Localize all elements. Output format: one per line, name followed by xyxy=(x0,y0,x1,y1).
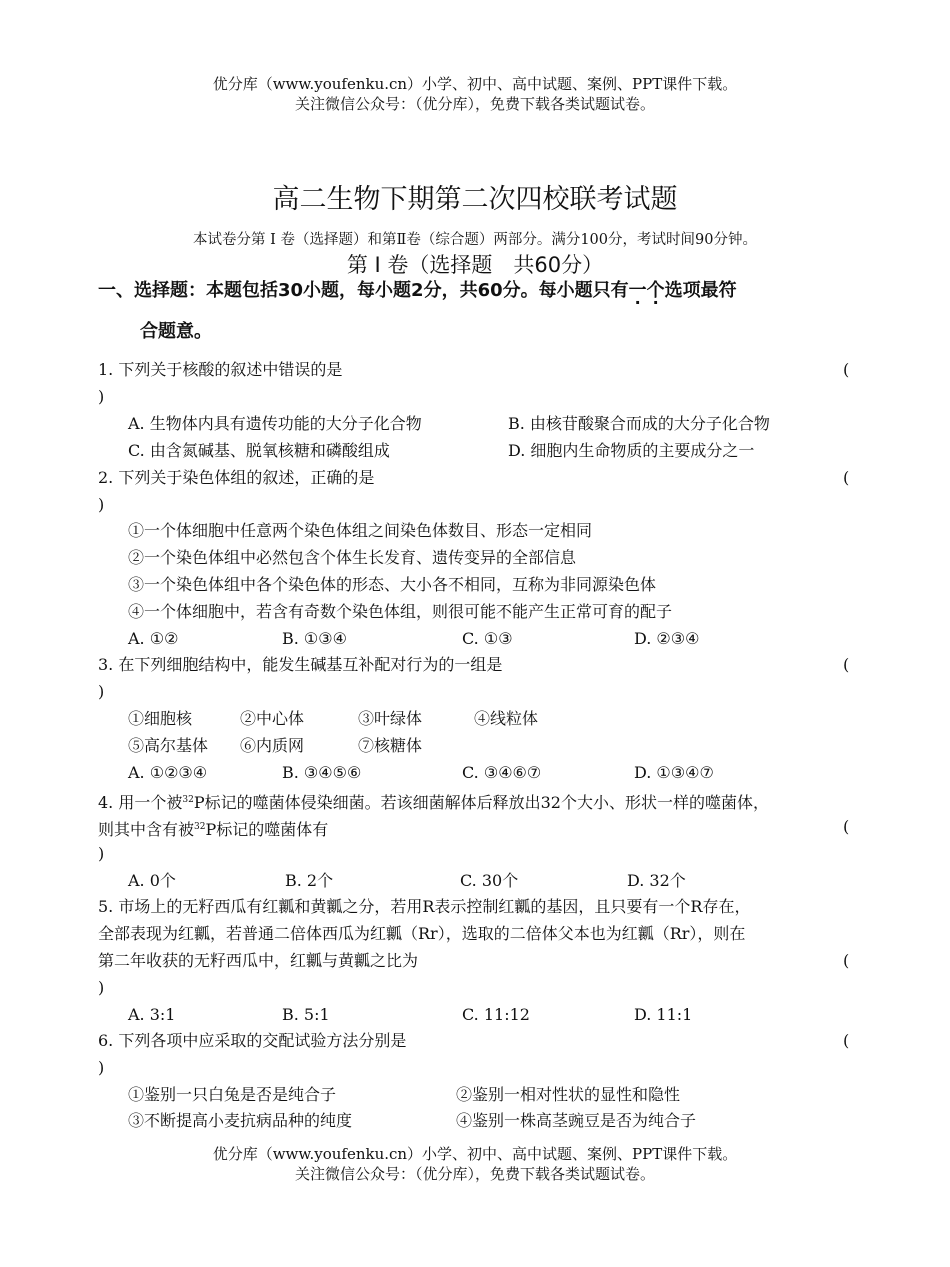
part-one-text-pre: 一、选择题：本题包括30小题，每小题2分，共60分。每小题只有 xyxy=(98,280,629,301)
part-one-instruction-cont: 合题意。 xyxy=(140,321,212,342)
question-4-option-b: B. 2个 xyxy=(285,871,334,890)
footer-line-1: 优分库（www.youfenku.cn）小学、初中、高中试题、案例、PPT课件下载。 xyxy=(212,1145,738,1163)
question-5-line-3: 第二年收获的无籽西瓜中，红瓤与黄瓤之比为 xyxy=(98,951,419,970)
question-1-option-b: B. 由核苷酸聚合而成的大分子化合物 xyxy=(508,414,770,433)
question-5-option-d: D. 11:1 xyxy=(634,1005,693,1024)
question-4-stem xyxy=(98,790,769,813)
question-3-paren-open: ( xyxy=(843,655,850,674)
part-one-text-post: 选项最符 xyxy=(664,280,737,301)
question-4-stem2-b: P标记的噬菌体有 xyxy=(205,820,329,839)
question-5-line-2: 全部表现为红瓤，若普通二倍体西瓜为红瓤（Rr），选取的二倍体父本也为红瓤（Rr），则在 xyxy=(98,924,746,943)
question-4-option-a: A. 0个 xyxy=(128,871,176,890)
question-2-statement-2: ②一个染色体组中必然包含个体生长发育、遗传变异的全部信息 xyxy=(128,548,577,567)
question-4-option-d: D. 32个 xyxy=(627,871,686,890)
question-2-option-c: C. ①③ xyxy=(462,629,513,648)
question-3-item-5: ⑤高尔基体 xyxy=(128,736,209,755)
question-6-statement-1: ①鉴别一只白兔是否是纯合子 xyxy=(128,1085,337,1104)
question-3-item-3: ③叶绿体 xyxy=(358,709,423,728)
question-2-paren-close: ) xyxy=(98,495,105,514)
header-line-2: 关注微信公众号：（优分库），免费下载各类试题试卷。 xyxy=(294,95,655,113)
page-title: 高二生物下期第二次四校联考试题 xyxy=(272,184,678,215)
section-title: 第 Ⅰ 卷（选择题 共60分） xyxy=(346,253,604,277)
question-6-statement-2: ②鉴别一相对性状的显性和隐性 xyxy=(456,1085,681,1104)
question-4-option-c: C. 30个 xyxy=(460,871,519,890)
question-5-option-a: A. 3:1 xyxy=(128,1005,176,1024)
question-1-option-c: C. 由含氮碱基、脱氧核糖和磷酸组成 xyxy=(128,441,390,460)
question-5-option-b: B. 5:1 xyxy=(282,1005,330,1024)
question-3-item-7: ⑦核糖体 xyxy=(358,736,423,755)
question-2-stem: 2. 下列关于染色体组的叙述，正确的是 xyxy=(98,468,375,487)
question-4-paren-close: ) xyxy=(98,844,105,863)
question-1-paren-open: ( xyxy=(843,360,850,379)
question-2-option-b: B. ①③④ xyxy=(282,629,347,648)
question-6-statement-4: ④鉴别一株高茎豌豆是否为纯合子 xyxy=(456,1111,697,1130)
question-5-paren-close: ) xyxy=(98,978,105,997)
question-3-option-a: A. ①②③④ xyxy=(128,763,208,782)
question-5-option-c: C. 11:12 xyxy=(462,1005,530,1024)
question-2-option-a: A. ①② xyxy=(128,629,179,648)
isotope-superscript: 32 xyxy=(182,795,194,805)
header-line-1: 优分库（www.youfenku.cn）小学、初中、高中试题、案例、PPT课件下载。 xyxy=(212,75,738,93)
question-3-item-6: ⑥内质网 xyxy=(240,736,305,755)
question-2-statement-4: ④一个体细胞中，若含有奇数个染色体组，则很可能不能产生正常可育的配子 xyxy=(128,602,673,621)
question-2-option-d: D. ②③④ xyxy=(634,629,700,648)
footer-line-2: 关注微信公众号：（优分库），免费下载各类试题试卷。 xyxy=(294,1165,655,1183)
question-4-stem-cont xyxy=(98,817,328,840)
question-1-stem: 1. 下列关于核酸的叙述中错误的是 xyxy=(98,360,343,379)
question-3-stem: 3. 在下列细胞结构中，能发生碱基互补配对行为的一组是 xyxy=(98,655,503,674)
question-6-stem: 6. 下列各项中应采取的交配试验方法分别是 xyxy=(98,1031,407,1050)
question-1-option-d: D. 细胞内生命物质的主要成分之一 xyxy=(508,441,755,460)
part-one-instruction xyxy=(98,279,737,303)
question-1-option-a: A. 生物体内具有遗传功能的大分子化合物 xyxy=(128,414,422,433)
question-3-item-2: ②中心体 xyxy=(240,709,305,728)
question-4-stem2-a: 则其中含有被 xyxy=(98,820,195,839)
question-5-paren-open: ( xyxy=(843,951,850,970)
question-4-paren-open: ( xyxy=(843,817,850,836)
question-3-item-4: ④线粒体 xyxy=(474,709,539,728)
isotope-superscript-2: 32 xyxy=(194,822,206,832)
question-2-paren-open: ( xyxy=(843,468,850,487)
question-3-option-d: D. ①③④⑦ xyxy=(634,763,714,782)
question-5-line-1: 5. 市场上的无籽西瓜有红瓤和黄瓤之分，若用R表示控制红瓤的基因，且只要有一个R存在， xyxy=(98,897,751,916)
emphasis-one: 一 xyxy=(628,280,647,301)
question-3-option-c: C. ③④⑥⑦ xyxy=(462,763,542,782)
question-2-statement-1: ①一个体细胞中任意两个染色体组之间染色体数目、形态一定相同 xyxy=(128,521,593,540)
question-4-stem-a: 4. 用一个被 xyxy=(98,793,183,812)
question-3-item-1: ①细胞核 xyxy=(128,709,193,728)
question-6-statement-3: ③不断提高小麦抗病品种的纯度 xyxy=(128,1111,353,1130)
question-3-option-b: B. ③④⑤⑥ xyxy=(282,763,362,782)
question-3-paren-close: ) xyxy=(98,682,105,701)
question-2-statement-3: ③一个染色体组中各个染色体的形态、大小各不相同，互称为非同源染色体 xyxy=(128,575,657,594)
question-6-paren-open: ( xyxy=(843,1031,850,1050)
question-6-paren-close: ) xyxy=(98,1058,105,1077)
page-subtitle: 本试卷分第 Ⅰ 卷（选择题）和第Ⅱ卷（综合题）两部分。满分100分，考试时间90分钟。 xyxy=(193,232,757,248)
emphasis-ge: 个 xyxy=(646,280,665,301)
question-4-stem-b: P标记的噬菌体侵染细菌。若该细菌解体后释放出32个大小、形状一样的噬菌体， xyxy=(193,793,769,812)
question-1-paren-close: ) xyxy=(98,387,105,406)
